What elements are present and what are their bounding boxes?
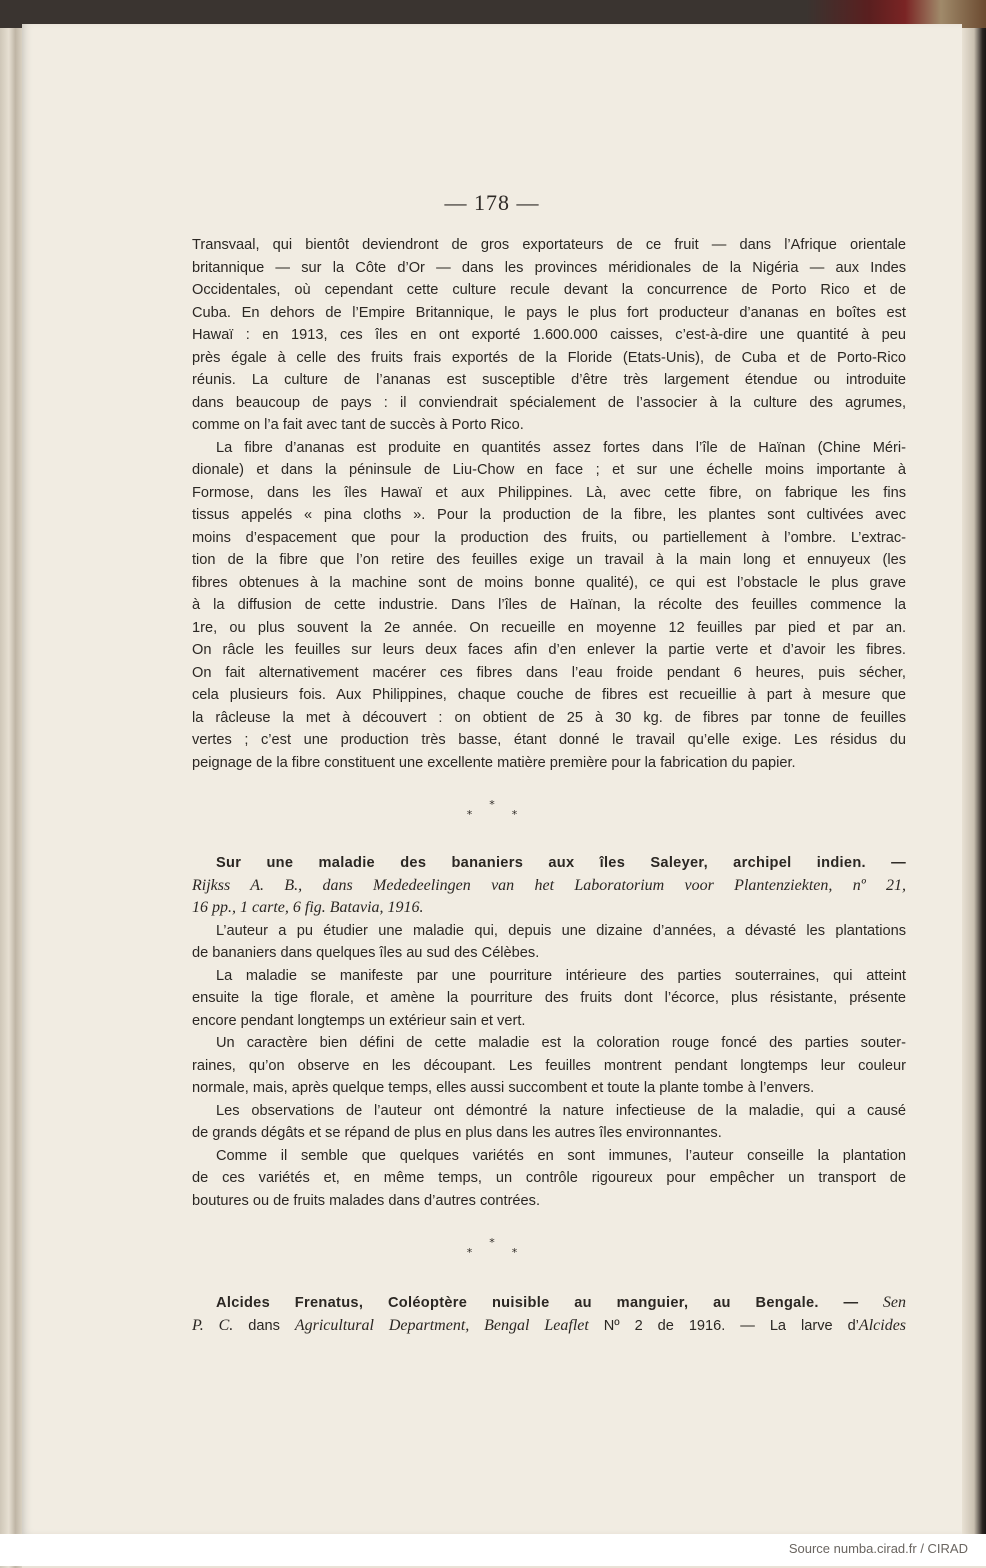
text-line: boutures ou de fruits malades dans d’autres contrées.	[192, 1192, 541, 1209]
text-line: tissus appelés « pina cloths ». Pour la production de la fibre, les plantes sont cultivées avec	[192, 507, 906, 523]
citation-line	[192, 1315, 906, 1338]
text-line: Comme il semble que quelques variétés en sont immunes, l’auteur conseille la plantation	[216, 1147, 906, 1164]
text-line: Cuba. En dehors de l’Empire Britannique, le pays le plus fort producteur d’ananas en boîtes est	[192, 304, 906, 321]
text-line: Les observations de l’auteur ont démontré la nature infectieuse de la maladie, qui a causé	[216, 1102, 906, 1119]
article-banana-disease	[192, 852, 906, 1212]
text-line: On râcle les feuilles sur leurs deux faces afin d’en enlever la partie verte et d’avoir les fibres.	[192, 642, 906, 658]
asterism-separator	[22, 1238, 962, 1258]
article-heading-line	[192, 1292, 906, 1315]
paragraph-1	[192, 234, 906, 437]
citation-line: Rijkss A. B., dans Mededeelingen van het Laboratorium voor Plantenziekten, nº 21,	[192, 876, 906, 894]
text-line: La maladie se manifeste par une pourriture intérieure des parties souterraines, qui atteint	[216, 967, 906, 984]
text-line: peignage de la fibre constituent une excellente matière première pour la fabrication du papier.	[192, 754, 796, 771]
asterism-bottom: * *	[466, 808, 536, 821]
page-stack-left	[0, 28, 22, 1568]
article-heading: Sur une maladie des bananiers aux îles Saleyer, archipel indien. —	[216, 855, 906, 871]
text-line: dans beaucoup de pays : il conviendrait spécialement de l’associer à la culture des agrumes,	[192, 394, 906, 411]
text-line: Occidentales, où cependant cette culture recule devant la concurrence de Porto Rico et de	[192, 282, 906, 298]
asterism-top: *	[489, 1236, 495, 1249]
citation-number: Nº 2 de 1916. — La larve d’	[603, 1317, 859, 1334]
article-heading: Alcides Frenatus, Coléoptère nuisible au manguier, au Bengale. —	[216, 1295, 859, 1311]
text-line: de grands dégâts et se répand de plus en plus dans les autres îles environnantes.	[192, 1125, 722, 1141]
text-line: dionale) et dans la péninsule de Liu-Chow en face ; et sur une échelle moins importante à	[192, 462, 906, 478]
text-line: britannique — sur la Côte d’Or — dans les provinces méridionales de la Nigéria — aux Indes	[192, 259, 906, 276]
text-line: réunis. La culture de l’ananas est susceptible d’être très largement étendue ou introduite	[192, 372, 906, 388]
page-number: — 178 —	[444, 190, 540, 215]
text-line: de bananiers dans quelques îles au sud des Célèbes.	[192, 945, 540, 961]
document-page	[22, 24, 962, 1534]
publication-title: Agricultural Department, Bengal Leaflet	[294, 1316, 589, 1334]
text-line: tion de la fibre que l’on retire des feuilles exige un travail à la main long et ennuyeux (les	[192, 552, 906, 568]
text-line: Hawaï : en 1913, ces îles en ont exporté 1.600.000 caisses, c’est-à-dire une quantité à peu	[192, 327, 906, 343]
asterism-separator	[22, 800, 962, 820]
text-line: raines, qu’on observe en les découpant. Les feuilles montrent pendant longtemps leur couleur	[192, 1057, 906, 1074]
citation-word: dans	[248, 1317, 280, 1334]
text-line: Un caractère bien défini de cette maladie est la coloration rouge foncé des parties souter-	[216, 1035, 906, 1051]
text-line: fibres obtenues à la machine sont de moins bonne qualité), ce qui est l’obstacle le plus grave	[192, 574, 906, 591]
text-line: encore pendant longtemps un extérieur sain et vert.	[192, 1012, 526, 1029]
text-line: On fait alternativement macérer ces fibres dans l’eau froide pendant 6 heures, puis sécher,	[192, 664, 906, 681]
text-line: la râcleuse la met à découvert : on obtient de 25 à 30 kg. de fibres par tonne de feuilles	[192, 709, 906, 726]
article-continuation	[192, 234, 906, 774]
author-initials: P. C.	[192, 1316, 234, 1334]
paragraph-2	[192, 437, 906, 775]
text-line: à la diffusion de cette industrie. Dans l’îles de Haïnan, la récolte des feuilles commence la	[192, 597, 906, 613]
text-line: La fibre d’ananas est produite en quantités assez fortes dans l’île de Haïnan (Chine Méri-	[216, 439, 906, 456]
text-line: normale, mais, après quelque temps, elles aussi succombent et toute la plante tombe à l’envers.	[192, 1080, 815, 1096]
species-name: Alcides	[858, 1316, 906, 1334]
page-edge-right	[962, 28, 986, 1548]
text-line: ensuite la tige florale, et amène la pourriture des fruits dont l’écorce, plus résistante, présente	[192, 990, 906, 1006]
asterism-top: *	[489, 798, 495, 811]
asterism-bottom: * *	[466, 1246, 536, 1259]
article-alcides	[192, 1292, 906, 1337]
text-line: Transvaal, qui bientôt deviendront de gros exportateurs de ce fruit — dans l’Afrique orientale	[192, 237, 906, 253]
text-line: vertes ; c’est une production très basse, étant donné le travail qu’elle exige. Les résidus du	[192, 732, 906, 748]
source-credit: Source numba.cirad.fr / CIRAD	[783, 1537, 974, 1560]
text-line: comme on l’a fait avec tant de succès à Porto Rico.	[192, 417, 524, 433]
text-line: 1re, ou plus souvent la 2e année. On recueille en moyenne 12 feuilles par pied et par an.	[192, 619, 906, 636]
text-line: près égale à celle des fruits frais exportés de la Floride (Etats-Unis), de Cuba et de Porto-Rico	[192, 349, 906, 366]
text-line: moins d’espacement que pour la production des fruits, ou partiellement à l’ombre. L’extrac-	[192, 529, 906, 546]
text-line: de ces variétés et, en même temps, un contrôle rigoureux pour empêcher un transport de	[192, 1170, 906, 1186]
text-line: Formose, dans les îles Hawaï et aux Philippines. Là, avec cette fibre, on fabrique les fins	[192, 484, 906, 501]
citation-line: 16 pp., 1 carte, 6 fig. Batavia, 1916.	[192, 899, 424, 916]
author-surname: Sen	[882, 1294, 906, 1311]
text-line: L’auteur a pu étudier une maladie qui, depuis une dizaine d’années, a dévasté les plantations	[216, 922, 906, 939]
text-line: cela plusieurs fois. Aux Philippines, chaque couche de fibres est recueillie à part à mesure que	[192, 687, 906, 703]
